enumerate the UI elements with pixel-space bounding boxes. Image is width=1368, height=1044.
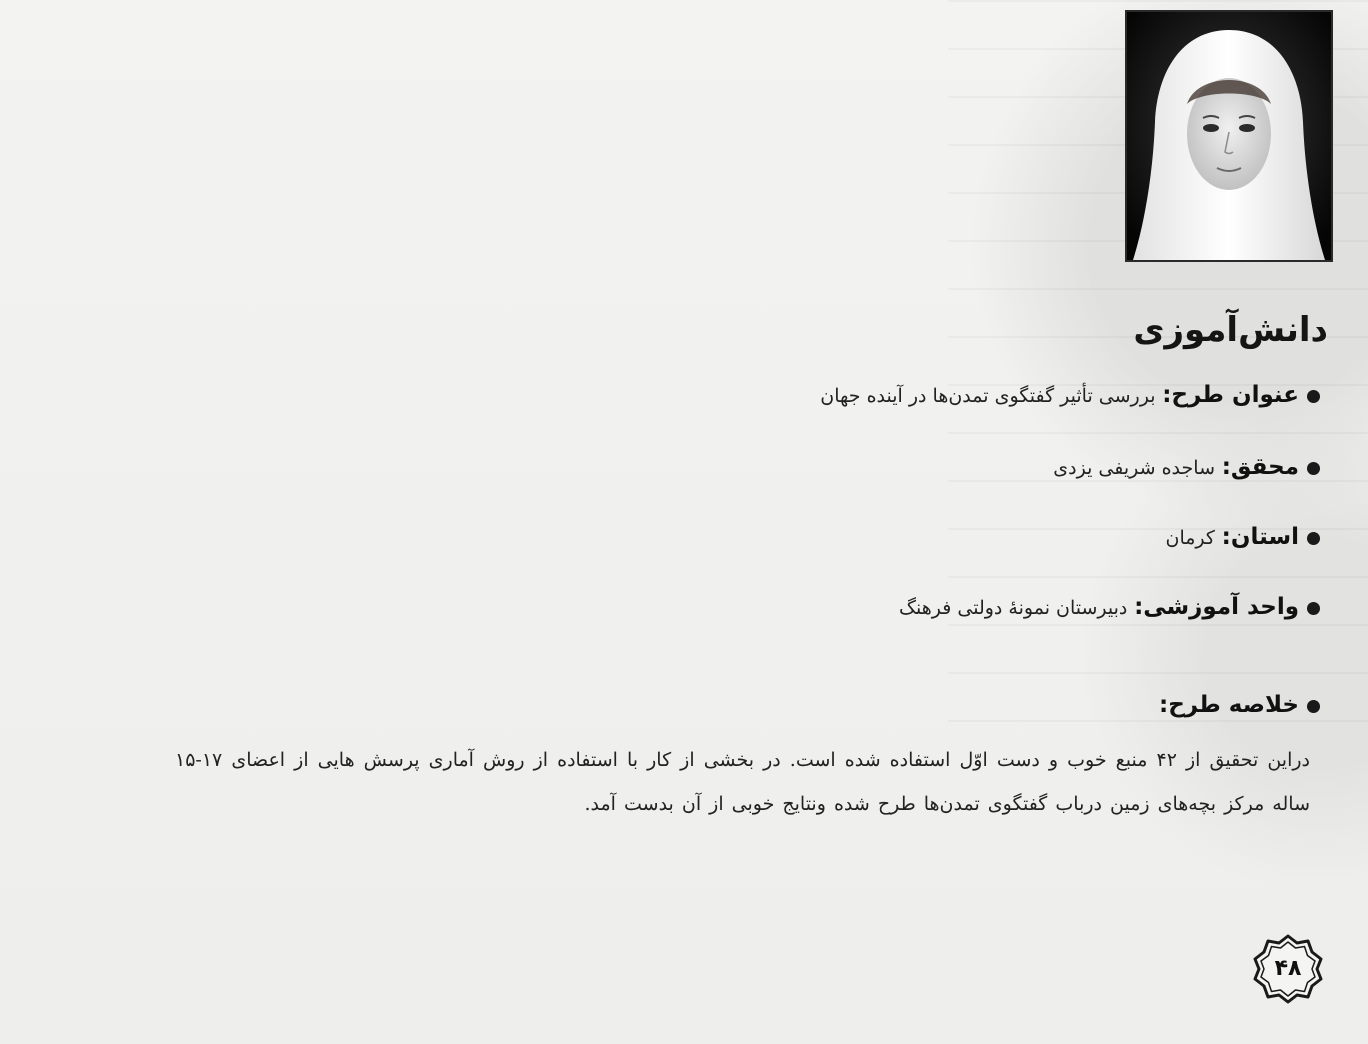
portrait-photo [1125,10,1333,262]
bullet-icon [1307,532,1320,545]
field-label: عنوان طرح: [1162,382,1299,408]
summary-label: خلاصه طرح: [1159,692,1299,718]
field-label: واحد آموزشی: [1134,594,1299,620]
bullet-icon [1307,700,1320,713]
field-value: ساجده شریفی یزدی [1053,457,1215,479]
field-value: بررسی تأثیر گفتگوی تمدن‌ها در آینده جهان [820,385,1156,407]
field-project-title [820,378,1320,413]
field-province [1166,520,1321,555]
bullet-icon [1307,602,1320,615]
field-school [899,590,1320,625]
field-researcher [1053,450,1320,485]
field-value: کرمان [1165,527,1215,549]
page-title: دانش‌آموزی [1133,310,1328,350]
field-label: محقق: [1221,454,1299,480]
field-summary-heading [1159,688,1320,722]
field-value: دبیرستان نمونهٔ دولتی فرهنگ [899,597,1128,619]
bullet-icon [1307,390,1320,403]
field-label: استان: [1221,524,1299,550]
bullet-icon [1307,462,1320,475]
page-number: ۴۸ [1274,956,1302,981]
page-number-badge [1252,933,1324,1005]
summary-paragraph: دراین تحقیق از ۴۲ منبع خوب و دست اوّل استفاده شده است. در بخشی از کار با استفاده از روش آماری پرسش هایی از اعضای ۱۷-۱۵ ساله مرکز بچه‌های زمین درباب گفتگوی تمدن‌ها طرح شده ونتایج خوبی از آن بدست آمد. [175,749,1311,815]
